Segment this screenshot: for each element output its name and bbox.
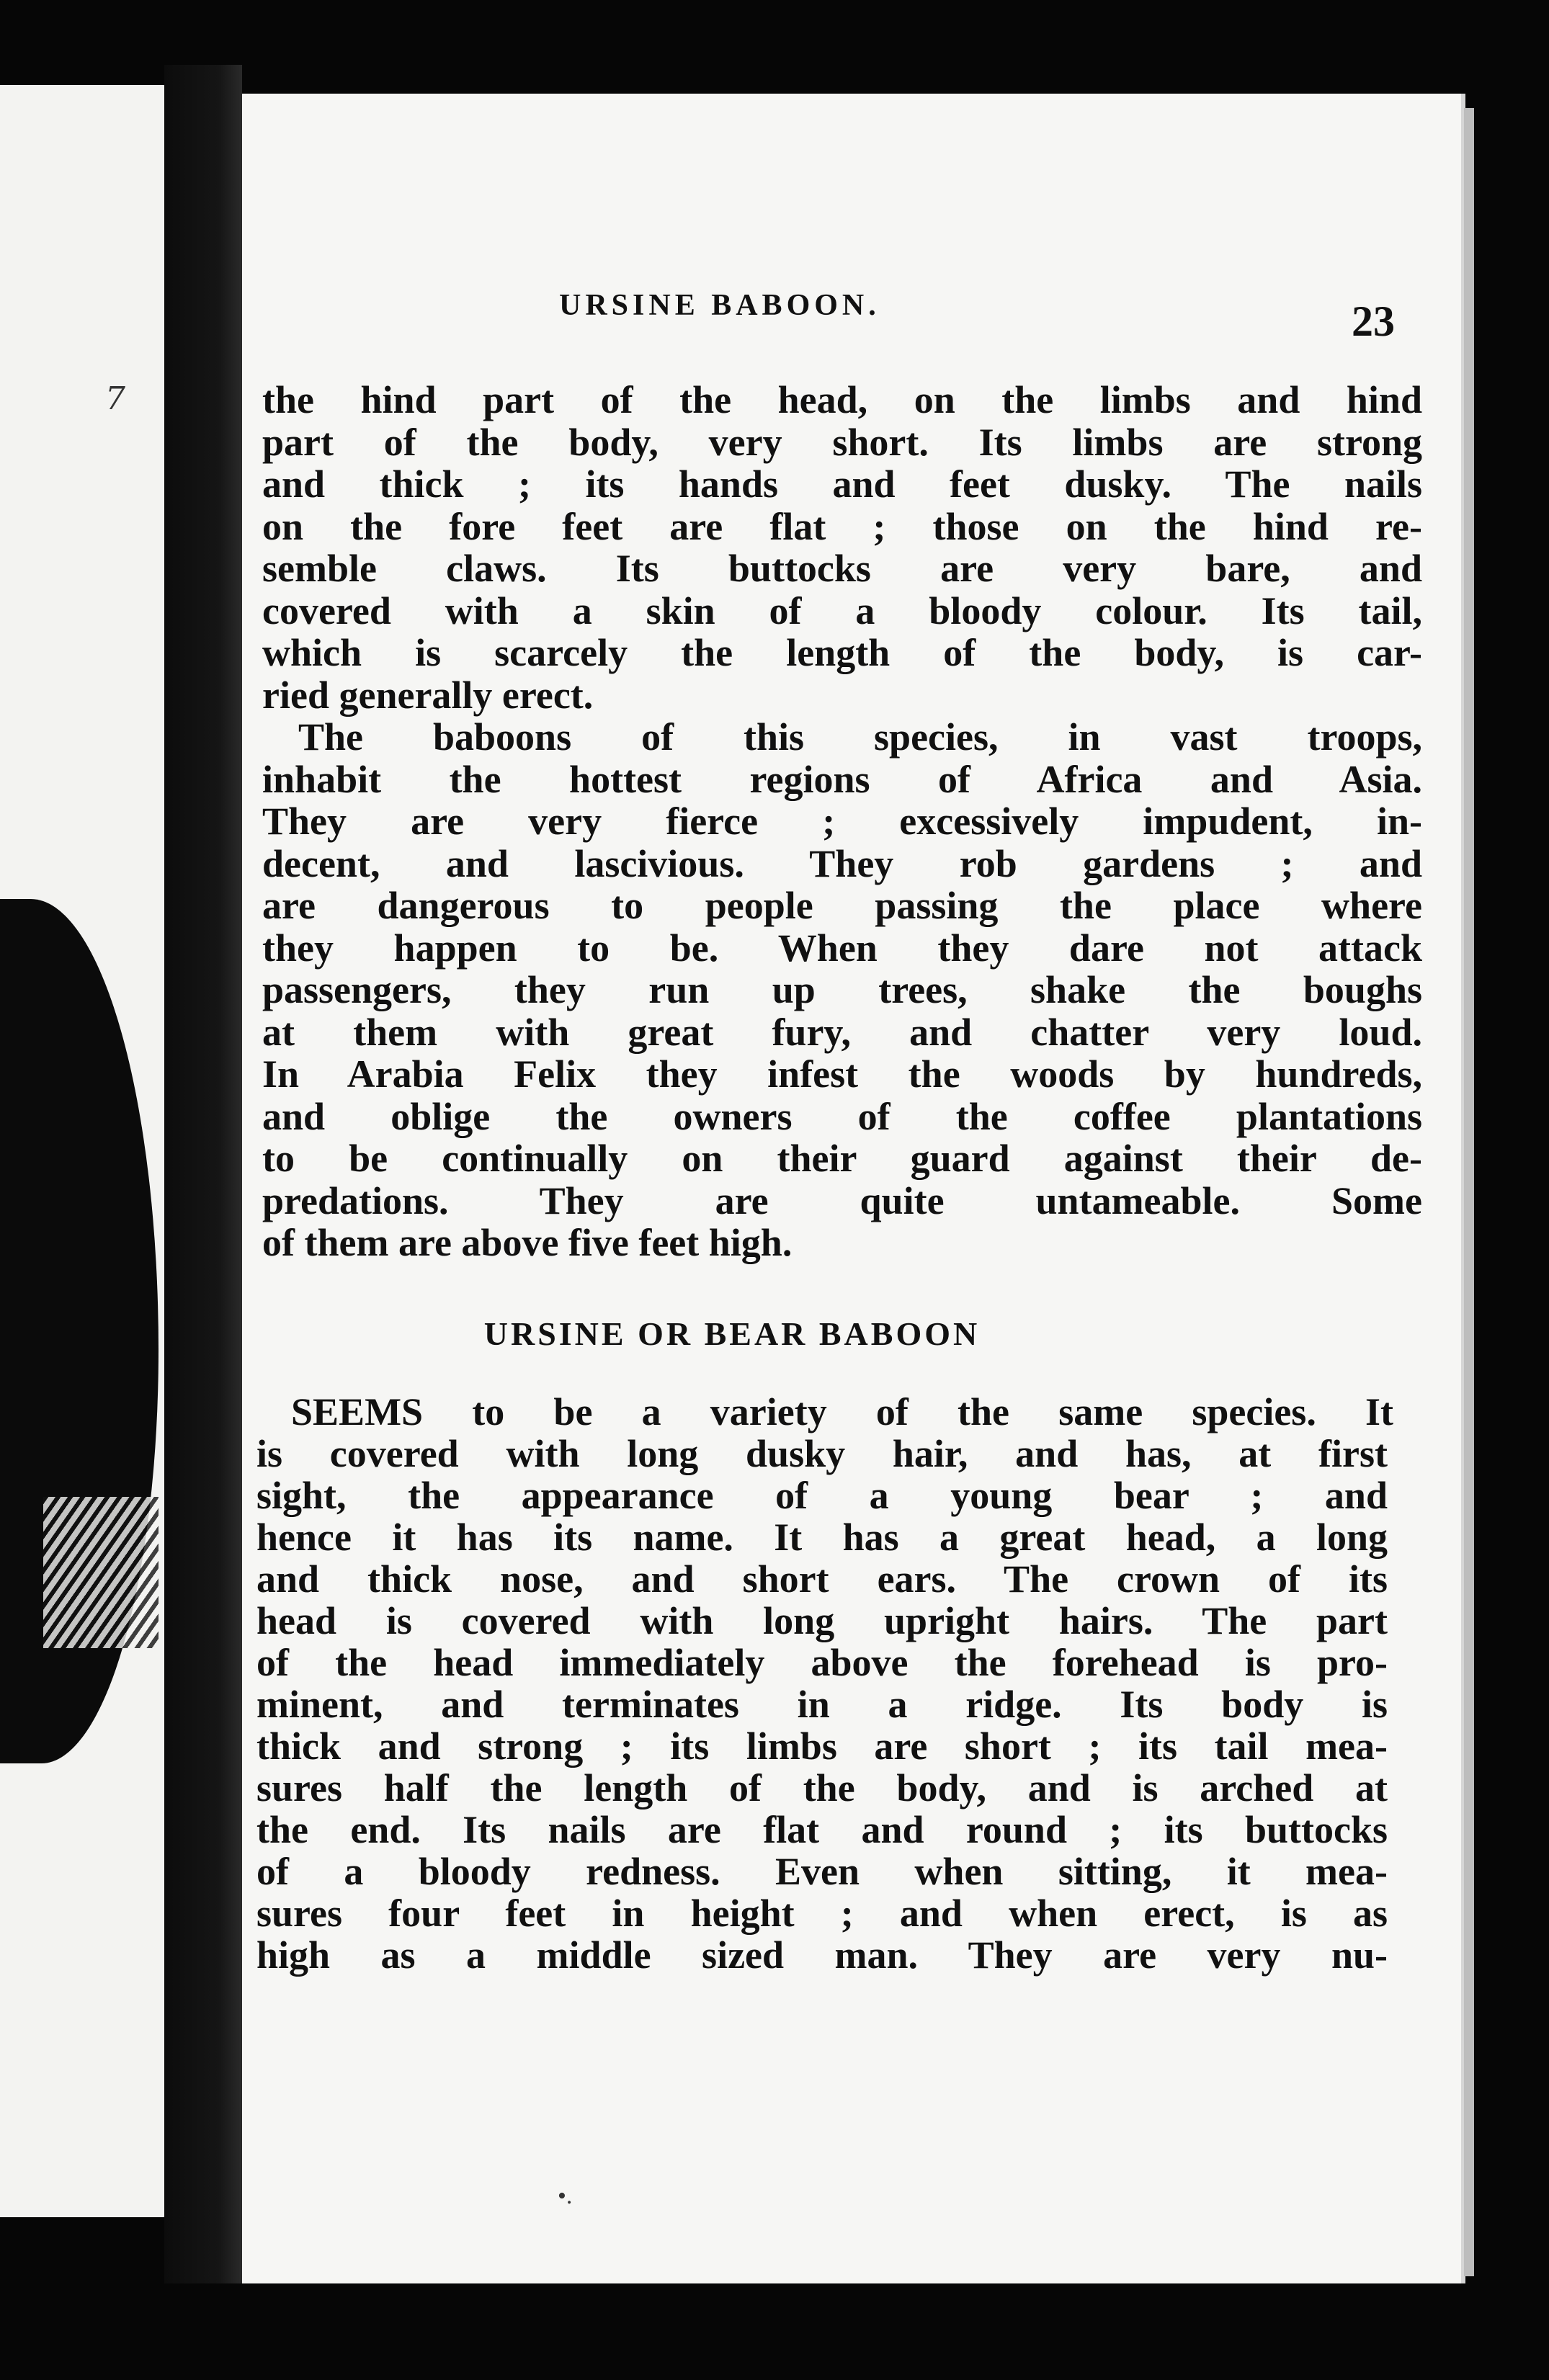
page-number: 23 [1352, 298, 1395, 345]
section-heading: URSINE OR BEAR BABOON [483, 1315, 981, 1352]
text-line: and oblige the owners of the coffee plantations [262, 1094, 1422, 1138]
text-line: thick and strong ; its limbs are short ; its tail mea- [256, 1724, 1388, 1768]
text-line: on the fore feet are flat ; those on the hind re- [262, 504, 1422, 548]
text-line: and thick nose, and short ears. The crown of its [256, 1557, 1388, 1601]
foot-mark: •. [558, 2183, 573, 2209]
text-line: they happen to be. When they dare not attack [262, 926, 1422, 970]
text-line: ried generally erect. [262, 673, 594, 717]
text-line: of them are above five feet high. [262, 1221, 793, 1264]
text-line: semble claws. Its buttocks are very bare, and [262, 547, 1422, 590]
text-line: is covered with long dusky hair, and has, at first [256, 1432, 1388, 1475]
running-head: URSINE BABOON. [559, 289, 880, 322]
text-line: sures four feet in height ; and when erect, is as [256, 1892, 1388, 1935]
right-page [242, 94, 1465, 2283]
text-line: high as a middle sized man. They are very nu- [256, 1933, 1388, 1977]
text-line: hence it has its name. It has a great head, a long [256, 1516, 1388, 1559]
text-line: at them with great fury, and chatter very loud. [262, 1010, 1422, 1054]
text-line: decent, and lascivious. They rob gardens ; and [262, 841, 1422, 885]
bleed-through-engraving [43, 1497, 159, 1648]
text-line: predations. They are quite untameable. Some [262, 1178, 1422, 1222]
text-line: and thick ; its hands and feet dusky. The nails [262, 462, 1422, 506]
book-spine-shadow [164, 65, 242, 2283]
text-line: part of the body, very short. Its limbs are strong [262, 420, 1422, 464]
text-line: covered with a skin of a bloody colour. Its tail, [262, 589, 1422, 632]
text-line: The baboons of this species, in vast troops, [298, 715, 1422, 759]
text-line: which is scarcely the length of the body, is car- [262, 631, 1422, 674]
page-text-block [242, 94, 1465, 2283]
text-line: passengers, they run up trees, shake the boughs [262, 968, 1422, 1011]
text-line: sures half the length of the body, and is arched at [256, 1766, 1388, 1809]
margin-mark: 7 [105, 380, 125, 417]
text-line: head is covered with long upright hairs. The part [256, 1599, 1388, 1642]
text-line: SEEMS to be a variety of the same species. It [291, 1390, 1393, 1433]
text-line: sight, the appearance of a young bear ; and [256, 1474, 1388, 1517]
page-edge [1464, 108, 1474, 2276]
text-line: to be continually on their guard against their de- [262, 1137, 1422, 1180]
text-line: of the head immediately above the forehead is pro- [256, 1641, 1388, 1684]
text-line: the hind part of the head, on the limbs and hind [262, 378, 1422, 421]
text-line: In Arabia Felix they infest the woods by hundreds, [262, 1052, 1422, 1096]
left-facing-page [0, 85, 166, 2217]
text-line: are dangerous to people passing the place where [262, 884, 1422, 927]
text-line: of a bloody redness. Even when sitting, it mea- [256, 1850, 1388, 1893]
text-line: the end. Its nails are flat and round ; its buttocks [256, 1808, 1388, 1851]
text-line: They are very fierce ; excessively impudent, in- [262, 800, 1422, 843]
text-line: minent, and terminates in a ridge. Its body is [256, 1683, 1388, 1726]
text-line: inhabit the hottest regions of Africa and Asia. [262, 757, 1422, 801]
